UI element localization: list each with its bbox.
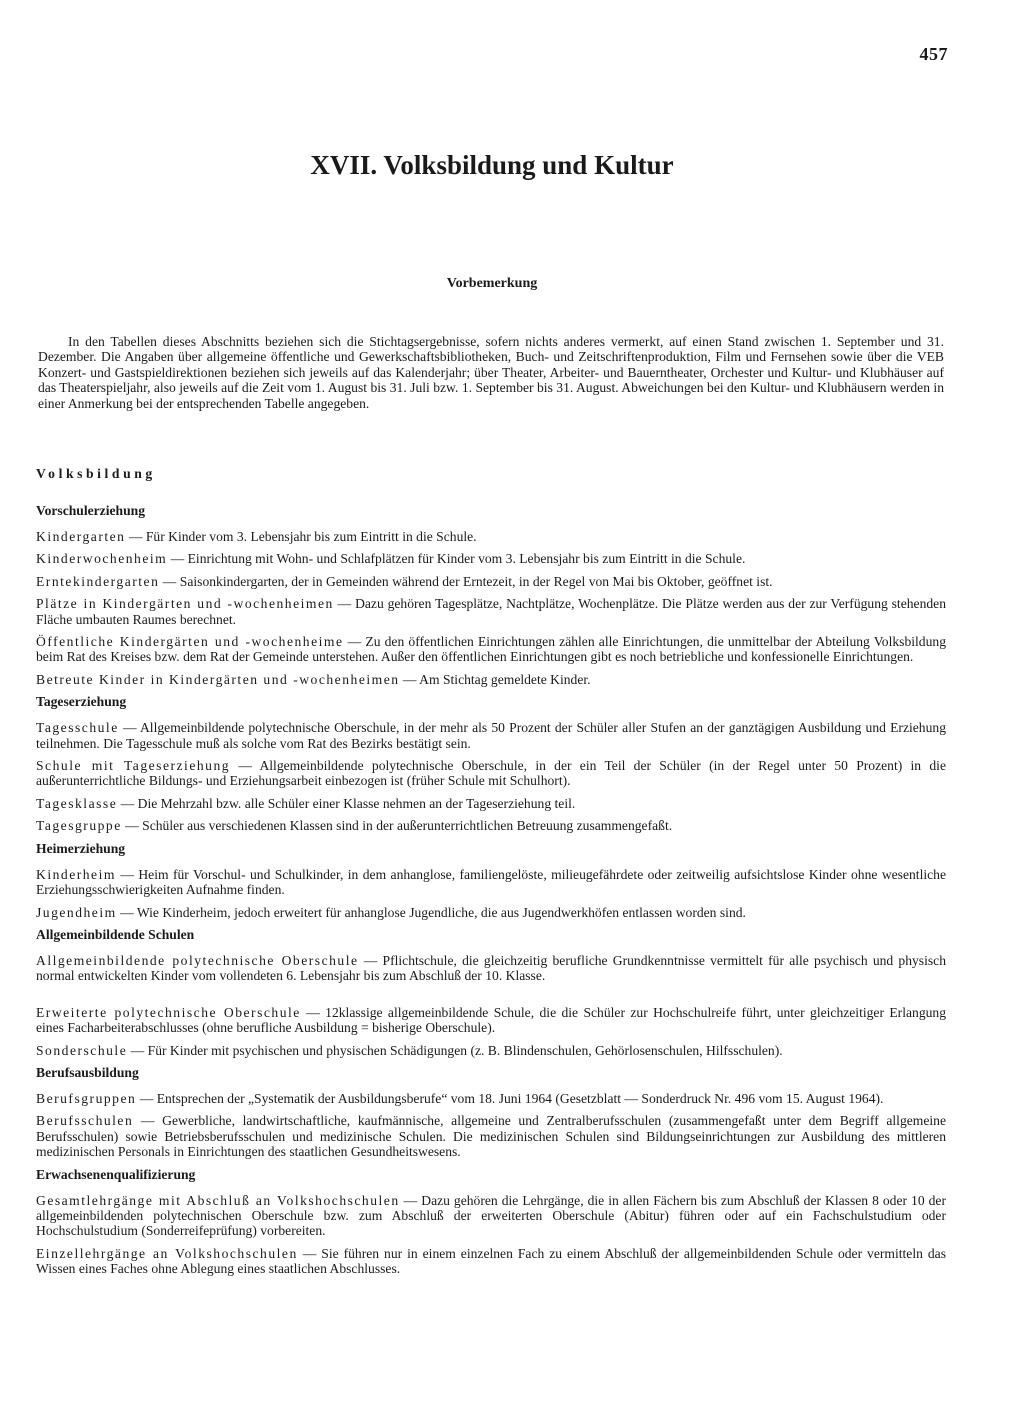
definition-text: — Sie führen nur in einem einzelnen Fach zu einem Abschluß der allgemeinbildenden Schule oder vermitteln das Wissen eines Faches ohne Ablegung eines staatlichen Abschlusses. [36,1245,946,1277]
definition-entry [36,758,946,789]
definition-term: Plätze in Kindergärten und -wochenheimen [36,596,334,612]
definition-text: — Für Kinder mit psychischen und physischen Schädigungen (z. B. Blindenschulen, Gehörlosenschulen, Hilfsschulen). [127,1042,783,1058]
definition-term: Tagesschule [36,720,119,736]
section-title: Tageserziehung [36,694,127,710]
definition-entry [36,905,946,920]
definition-term: Kindergarten [36,529,126,544]
definition-entry [36,796,946,811]
definition-entry [36,672,946,687]
definition-term: Tagesgruppe [36,818,122,834]
definition-entry [36,574,946,589]
definition-entry [36,1091,946,1106]
definition-entry [36,529,946,544]
section-allgemeinbildende-schulen [36,927,946,1058]
definition-term: Betreute Kinder in Kindergärten und -wochenheimen [36,671,400,687]
definition-term: Berufsschulen [36,1113,134,1129]
definition-text: — Entsprechen der „Systematik der Ausbildungsberufe“ vom 18. Juni 1964 (Gesetzblatt — Sonderdruck Nr. 496 vom 15. August 1964). [136,1090,884,1106]
definition-text: — Am Stichtag gemeldete Kinder. [399,671,591,687]
definition-term: Öffentliche Kindergärten und -wochenheime [36,634,344,650]
definition-text: — Saisonkindergarten, der in Gemeinden während der Erntezeit, in der Regel von Mai bis Oktober, geöffnet ist. [159,573,773,589]
definition-entry [36,1113,946,1159]
section-title: Berufsausbildung [36,1064,139,1080]
definition-term: Kinderheim [36,866,116,882]
section-title: Vorschulerziehung [36,503,146,518]
definition-entry [36,551,946,566]
definition-term: Gesamtlehrgänge mit Abschluß an Volkshochschulen [36,1192,400,1208]
definition-text: — Pflichtschule, die gleichzeitig berufliche Grundkenntnisse vermittelt für alle psychisch und physisch normal entwickelten Kinder vom vollendeten 6. Lebensjahr bis zum Abschluß der 10. Klasse. [36,952,946,984]
definition-term: Erweiterte polytechnische Oberschule [36,1004,301,1020]
definition-term: Kinderwochenheim [36,551,168,567]
definition-text: — Die Mehrzahl bzw. alle Schüler einer Klasse nehmen an der Tageserziehung teil. [117,795,576,811]
section-vorschulerziehung [36,503,946,687]
section-title: Allgemeinbildende Schulen [36,926,195,942]
section-tageserziehung [36,694,946,833]
chapter-title: XVII. Volksbildung und Kultur [310,150,674,180]
definition-entry [36,720,946,751]
definition-text: — Wie Kinderheim, jedoch erweitert für anhanglose Jugendliche, die aus Jugendwerkhöfen entlassen worden sind. [116,904,746,920]
definition-term: Einzellehrgänge an Volkshochschulen [36,1245,298,1261]
definition-text: — Zu den öffentlichen Einrichtungen zählen alle Einrichtungen, die unmittelbar der Abteilung Volksbildung beim Rat des Kreises bzw. dem Rat der Gemeinde unterstehen. Außer den öffentlichen Einrichtungen gibt es noch betriebliche und konfessionelle Einrichtungen. [36,634,946,665]
prelim-title: Vorbemerkung [446,276,538,291]
definition-text: — Schüler aus verschiedenen Klassen sind in der außerunterrichtlichen Betreuung zusammengefaßt. [121,818,673,834]
definition-term: Allgemeinbildende polytechnische Oberschule [36,952,359,968]
definition-entry [36,867,946,898]
section-title: Heimerziehung [36,840,126,856]
definition-entry [36,1246,946,1277]
definition-entry [36,818,946,833]
definition-entry [36,596,946,627]
prelim-paragraph: In den Tabellen dieses Abschnitts beziehen sich die Stichtagsergebnisse, sofern nichts anderes vermerkt, auf einen Stand zwischen 1. September und 31. Dezember. Die Angaben über allgemeine öffentliche und Gewerkschaftsbibliotheken, Buch- und Zeitschriftenproduktion, Film und Fernsehen sowie über die VEB Konzert- und Gastspieldirektionen beziehen sich jeweils auf das Kalenderjahr; über Theater, Arbeiter- und Bauerntheater, Orchester und Kultur- und Klubhäuser auf das Theaterspieljahr, also jeweils auf die Zeit vom 1. August bis 31. Juli bzw. 1. September bis 31. August. Abweichungen bei den Kultur- und Klubhäusern werden in einer Anmerkung bei der entsprechenden Tabelle angegeben. [38,334,944,411]
definition-text: — Gewerbliche, landwirtschaftliche, kaufmännische, allgemeine und Zentralberufsschulen (zusammengefaßt unter dem Begriff allgemeine Berufsschulen) sowie Betriebsberufsschulen und medizinische Schulen. Die medizinischen Schulen sind Bildungseinrichtungen zur Ausbildung des mittleren medizinischen Personals in Einrichtungen des staatlichen Gesundheitswesens. [36,1113,946,1160]
section-berufsausbildung [36,1065,946,1160]
definition-text: — Dazu gehören die Lehrgänge, die in allen Fächern bis zum Abschluß der Klassen 8 oder 10 der allgemeinbildenden polytechnischen Oberschule bzw. zum Abschluß der erweiterten Oberschule (Abitur) führen oder auf ein Fachschulstudium oder Hochschulstudium (Sonderreifeprüfung) vorbereiten. [36,1192,946,1239]
section-erwachsenenqualifizierung [36,1167,946,1277]
definition-text: — Allgemeinbildende polytechnische Oberschule, in der mehr als 50 Prozent der Schüler aller Stufen an der ganztägigen Ausbildung und Erziehung teilnehmen. Die Tagesschule muß als solche vom Rat des Bezirks bestätigt sein. [36,720,946,751]
definition-text: — 12klassige allgemeinbildende Schule, die die Schüler zur Hochschulreife führt, unter gleichzeitiger Erlangung eines Facharbeiterabschlusses (ohne berufliche Ausbildung = bisherige Oberschule). [36,1004,947,1036]
definition-term: Jugendheim [36,904,117,920]
definition-term: Tagesklasse [36,795,118,811]
definition-entry [36,634,946,665]
page-number: 457 [919,44,948,64]
division-title: Volksbildung [36,466,156,481]
definition-text: — Dazu gehören Tagesplätze, Nachtplätze, Wochenplätze. Die Plätze werden aus der zur Verfügung stehenden Fläche umbauten Raumes berechnet. [36,596,946,627]
main-content [36,466,946,1284]
definition-entry [36,953,946,984]
definition-text: — Allgemeinbildende polytechnische Oberschule, in der ein Teil der Schüler (in der Regel unter 50 Prozent) in die außerunterrichtliche Bildungs- und Erziehungsarbeit einbezogen ist (früher Schule mit Schulhort). [36,758,946,789]
definition-term: Sonderschule [36,1042,128,1058]
section-title: Erwachsenenqualifizierung [36,1166,196,1182]
definition-text: — Heim für Vorschul- und Schulkinder, in dem anhanglose, familiengelöste, milieugefährdete oder zeitweilig aufsichtslose Kinder ohne wesentliche Erziehungsschwierigkeiten Aufnahme finden. [36,866,946,898]
definition-text: — Einrichtung mit Wohn- und Schlafplätzen für Kinder vom 3. Lebensjahr bis zum Eintritt in die Schule. [167,551,746,567]
definition-term: Schule mit Tageserziehung [36,758,231,774]
definition-entry [36,1193,946,1239]
definition-entry [36,1005,946,1036]
definition-term: Erntekindergarten [36,573,160,589]
definition-term: Berufsgruppen [36,1090,137,1106]
section-heimerziehung [36,841,946,920]
definition-entry [36,1043,946,1058]
definition-text: — Für Kinder vom 3. Lebensjahr bis zum Eintritt in die Schule. [125,529,477,544]
